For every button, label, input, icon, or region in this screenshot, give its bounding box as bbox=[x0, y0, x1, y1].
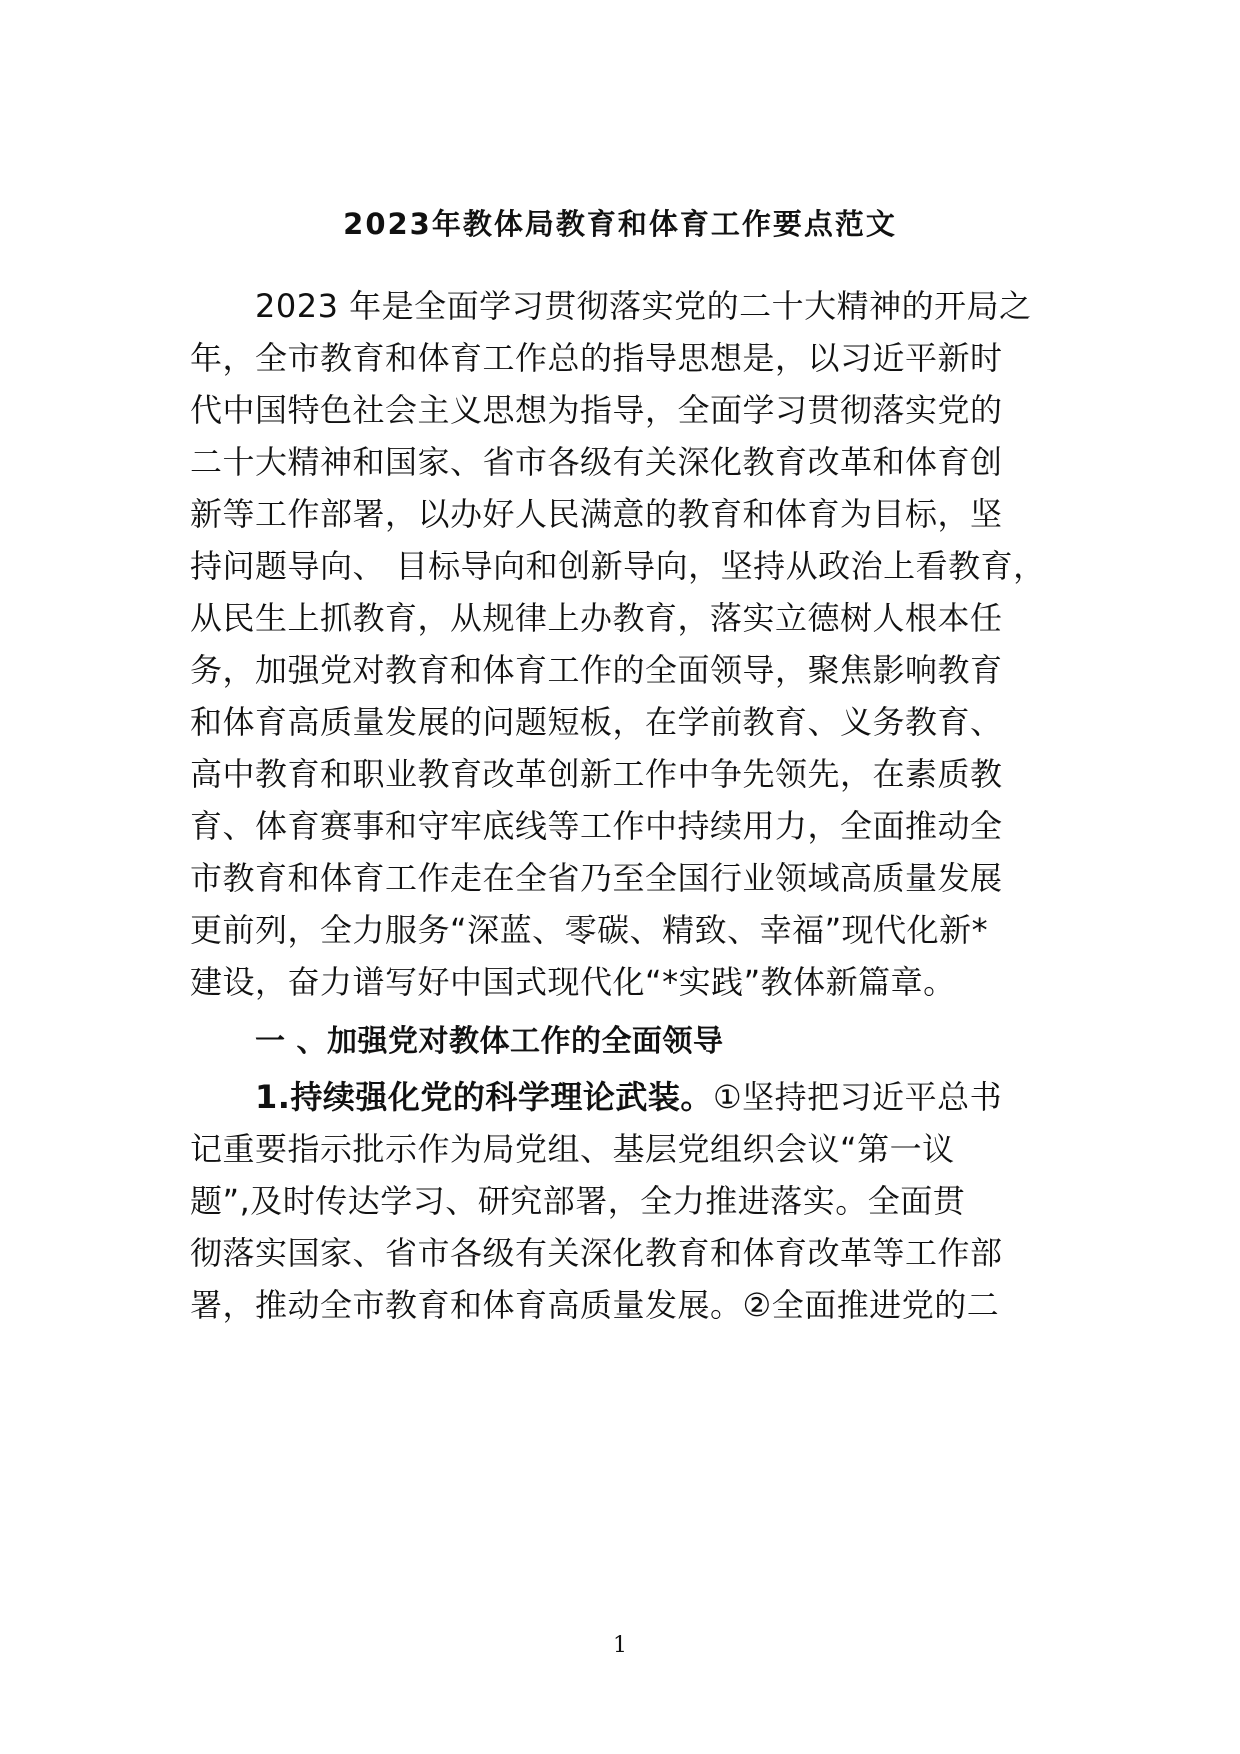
item1-line-3: 题”,及时传达学习、研究部署，全力推进落实。全面贯 bbox=[190, 1182, 966, 1220]
intro-line-3: 代中国特色社会主义思想为指导，全面学习贯彻落实党的 bbox=[190, 391, 1003, 429]
document-title: 2023年教体局教育和体育工作要点范文 bbox=[343, 207, 897, 241]
intro-line-11: 育、体育赛事和守牢底线等工作中持续用力，全面推动全 bbox=[190, 807, 1003, 845]
intro-line-13: 更前列，全力服务“深蓝、零碳、精致、幸福”现代化新* bbox=[190, 911, 989, 949]
item1-line-4: 彻落实国家、省市各级有关深化教育和体育改革等工作部 bbox=[190, 1234, 1003, 1272]
intro-line-4: 二十大精神和国家、省市各级有关深化教育改革和体育创 bbox=[190, 443, 1003, 481]
intro-line-2: 年，全市教育和体育工作总的指导思想是，以习近平新时 bbox=[190, 339, 1003, 377]
section-heading: 一 、加强党对教体工作的全面领导 bbox=[255, 1024, 724, 1059]
intro-line-7: 从民生上抓教育，从规律上办教育，落实立德树人根本任 bbox=[190, 599, 1003, 637]
intro-line-1: 2023 年是全面学习贯彻落实党的二十大精神的开局之 bbox=[255, 287, 1032, 325]
item1-heading: 1.持续强化党的科学理论武装。 bbox=[255, 1078, 713, 1116]
intro-line-5: 新等工作部署，以办好人民满意的教育和体育为目标，坚 bbox=[190, 495, 1003, 533]
item1-first-rest: ①坚持把习近平总书 bbox=[712, 1078, 1003, 1116]
intro-line-8: 务，加强党对教育和体育工作的全面领导，聚焦影响教育 bbox=[190, 651, 1003, 689]
item1-first-line bbox=[255, 1075, 1002, 1119]
intro-line-9: 和体育高质量发展的问题短板，在学前教育、义务教育、 bbox=[190, 703, 1003, 741]
intro-line-12: 市教育和体育工作走在全省乃至全国行业领域高质量发展 bbox=[190, 859, 1003, 897]
item1-line-5: 署，推动全市教育和体育高质量发展。②全面推进党的二 bbox=[190, 1286, 1000, 1324]
intro-line-6: 持问题导向、 目标导向和创新导向，坚持从政治上看教育， bbox=[190, 547, 1046, 585]
item1-line-2: 记重要指示批示作为局党组、基层党组织会议“第一议 bbox=[190, 1130, 955, 1168]
intro-line-10: 高中教育和职业教育改革创新工作中争先领先，在素质教 bbox=[190, 755, 1003, 793]
intro-line-14: 建设，奋力谱写好中国式现代化“*实践”教体新篇章。 bbox=[190, 963, 956, 1001]
page-number: 1 bbox=[613, 1633, 627, 1658]
